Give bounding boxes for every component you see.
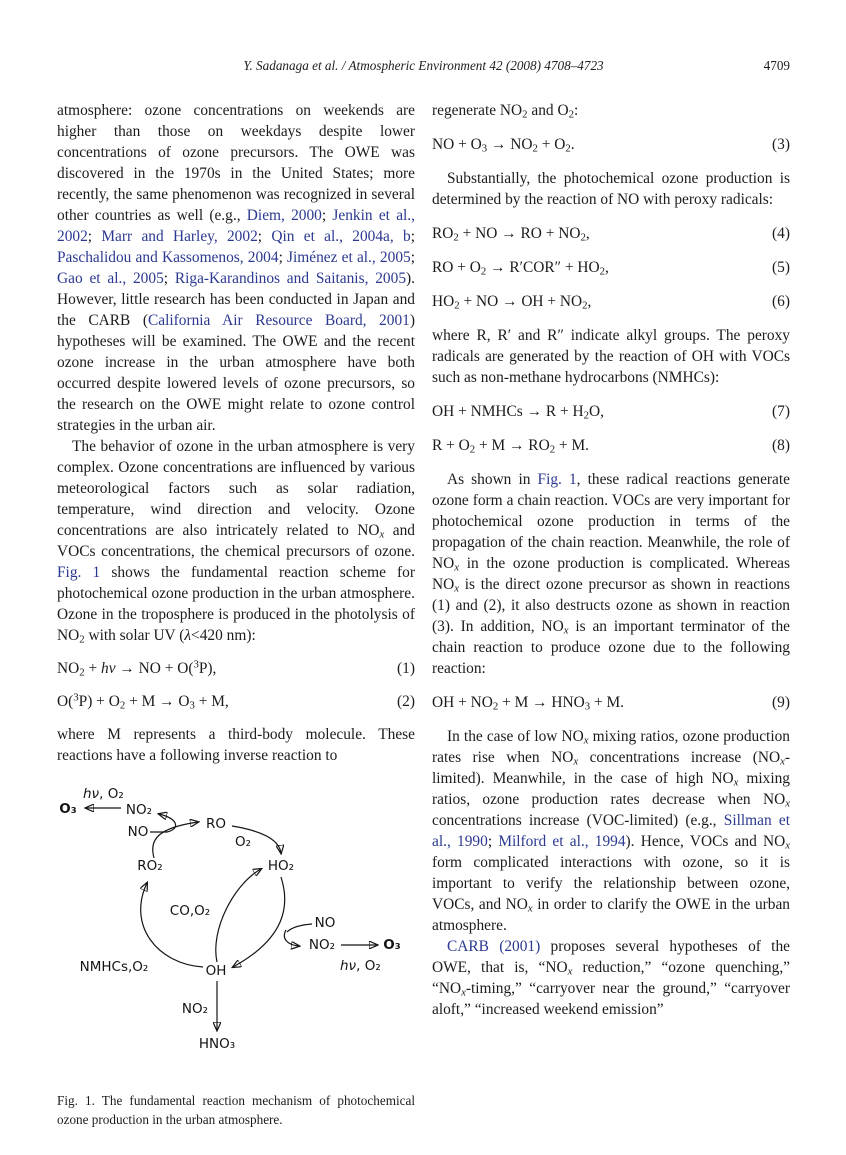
- paragraph-l3: where M represents a third-body molecule. These reactions have a following inverse reaction to: [57, 726, 415, 764]
- equation-6-body: HO2 + NO → OH + NO2,: [432, 293, 592, 312]
- page-number: 4709: [763, 58, 790, 73]
- equation-3-body: NO + O3 → NO2 + O2.: [432, 136, 575, 155]
- equation-7: [432, 401, 790, 422]
- citation-link[interactable]: Sillman et al., 1990: [432, 812, 790, 850]
- running-head: Y. Sadanaga et al. / Atmospheric Environment 42 (2008) 4708–4723: [243, 58, 604, 73]
- citation-link[interactable]: Qin et al., 2004a, b: [271, 228, 411, 245]
- two-column-body: [57, 100, 790, 1129]
- citation-link[interactable]: Fig. 1: [57, 564, 101, 581]
- equation-5-body: RO + O2 → R′COR″ + HO2,: [432, 259, 609, 278]
- label-hno3: HNO₃: [198, 1036, 236, 1052]
- label-no-right: NO: [314, 915, 336, 931]
- equation-4: [432, 223, 790, 244]
- right-column: [432, 100, 790, 1129]
- citation-link[interactable]: Gao et al., 2005: [57, 270, 164, 287]
- citation-link[interactable]: CARB (2001): [447, 938, 541, 955]
- paragraph-r4: As shown in Fig. 1, these radical reactions generate ozone form a chain reaction. VOCs are very important for photochemical ozone production in terms of the propagation of the chain reaction. Meanwhile, the role of NOx in the ozone production is complicated. Whereas NOx is the direct ozone precursor as shown in reactions (1) and (2), it also destructs ozone as shown in reaction (3). In addition, NOx is an important terminator of the chain reaction to produce ozone due to the following reaction:: [432, 471, 790, 677]
- equation-9-number: (9): [772, 694, 790, 711]
- label-hv-o2-right: hν, O₂: [340, 958, 381, 974]
- figure-1: [57, 780, 415, 1072]
- equation-6: [432, 291, 790, 312]
- paragraph-r2: Substantially, the photochemical ozone production is determined by the reaction of NO with peroxy radicals:: [432, 170, 790, 208]
- citation-link[interactable]: Jenkin et al., 2002: [57, 207, 415, 245]
- paragraph-r1: regenerate NO2 and O2:: [432, 102, 579, 121]
- equation-4-body: RO2 + NO → RO + NO2,: [432, 225, 590, 244]
- equation-2: [57, 691, 415, 712]
- reaction-labels: [59, 786, 400, 1052]
- left-column: [57, 100, 415, 1129]
- citation-link[interactable]: California Air Resource Board, 2001: [147, 312, 410, 329]
- label-no-top: NO: [127, 824, 149, 840]
- label-ro2: RO₂: [137, 858, 163, 874]
- equation-4-number: (4): [772, 225, 790, 242]
- equation-3-number: (3): [772, 136, 790, 153]
- citation-link[interactable]: Milford et al., 1994: [498, 833, 626, 850]
- equation-3: [432, 134, 790, 155]
- label-o3-right: O₃: [383, 937, 401, 953]
- citation-link[interactable]: Riga-Karandinos and Saitanis, 2005: [174, 270, 407, 287]
- equation-5-number: (5): [772, 259, 790, 276]
- equation-7-body: OH + NMHCs → R + H2O,: [432, 403, 604, 422]
- paragraph-r6: CARB (2001) proposes several hypotheses of the OWE, that is, “NOx reduction,” “ozone quenching,” “NOx-timing,” “carryover near the ground,” “carryover aloft,” “increased weekend emission”: [432, 938, 790, 1018]
- page-header: [57, 58, 790, 74]
- equation-9: [432, 692, 790, 713]
- citation-link[interactable]: Diem, 2000: [246, 207, 322, 224]
- equation-5: [432, 257, 790, 278]
- equation-1-number: (1): [397, 660, 415, 677]
- paragraph-r3: where R, R′ and R″ indicate alkyl groups. The peroxy radicals are generated by the reaction of OH with VOCs such as non-methane hydrocarbons (NMHCs):: [432, 327, 790, 386]
- label-oh: OH: [205, 963, 227, 979]
- equation-9-body: OH + NO2 + M → HNO3 + M.: [432, 694, 625, 713]
- paragraph-l2: The behavior of ozone in the urban atmosphere is very complex. Ozone concentrations are influenced by various meteorological factors such as solar radiation, temperature, wind direction and velocity. Ozone concentrations are also intricately related to NOx and VOCs concentrations, the chemical precursors of ozone. Fig. 1 shows the fundamental reaction scheme for photochemical ozone production in the urban atmosphere. Ozone in the troposphere is produced in the photolysis of NO2 with solar UV (λ<420 nm):: [57, 438, 416, 646]
- paragraph-l1: atmosphere: ozone concentrations on weekends are higher than those on weekdays despite lower concentrations of ozone precursors. The OWE was discovered in the 1970s in the United States; more recently, the same phenomenon was recognized in several other countries as well (e.g., Diem, 2000; Jenkin et al., 2002; Marr and Harley, 2002; Qin et al., 2004a, b; Paschalidou and Kassomenos, 2004; Jiménez et al., 2005; Gao et al., 2005; Riga-Karandinos and Saitanis, 2005). However, little research has been conducted in Japan and the CARB (California Air Resource Board, 2001) hypotheses will be examined. The OWE and the recent ozone increase in the urban atmosphere have both occurred despite lowered levels of ozone precursors, so the research on the OWE might relate to ozone control strategies in the urban air.: [57, 102, 416, 434]
- citation-link[interactable]: Jiménez et al., 2005: [287, 249, 411, 266]
- paragraph-r5: In the case of low NOx mixing ratios, ozone production rates rise when NOx concentrations increase (NOx-limited). Meanwhile, in the case of high NOx mixing ratios, ozone production rates decrease when NOx concentrations increase (VOC-limited) (e.g., Sillman et al., 1990; Milford et al., 1994). Hence, VOCs and NOx form complicated interactions with ozone, so it is important to verify the relationship between ozone, VOCs, and NOx in order to clarify the OWE in the urban atmosphere.: [432, 728, 790, 934]
- label-o3-left: O₃: [59, 801, 77, 817]
- equation-8-body: R + O2 + M → RO2 + M.: [432, 437, 589, 456]
- label-ho2: HO₂: [267, 858, 295, 874]
- figure-1-caption: Fig. 1. The fundamental reaction mechanism of photochemical ozone production in the urban atmosphere.: [57, 1093, 415, 1127]
- label-no2-top: NO₂: [125, 802, 153, 818]
- equation-6-number: (6): [772, 293, 790, 310]
- equation-2-body: O($^3$P) + O2 + M → O3 + M,: [57, 691, 229, 712]
- label-nmhcs-o2: NMHCs,O₂: [79, 959, 149, 975]
- equation-7-number: (7): [772, 403, 790, 420]
- label-no2-right: NO₂: [308, 937, 336, 953]
- equation-8-number: (8): [772, 437, 790, 454]
- label-ro: RO: [205, 816, 227, 832]
- citation-link[interactable]: Paschalidou and Kassomenos, 2004: [57, 249, 279, 266]
- citation-link[interactable]: Marr and Harley, 2002: [101, 228, 258, 245]
- label-o2: O₂: [234, 834, 252, 850]
- equation-8: [432, 435, 790, 456]
- equation-1: [57, 658, 415, 679]
- figure-1-diagram: [57, 780, 415, 1072]
- citation-link[interactable]: Fig. 1: [537, 471, 577, 488]
- label-no2-bottom: NO₂: [181, 1001, 209, 1017]
- label-hv-o2-left: hν, O₂: [83, 786, 124, 802]
- label-co-o2: CO,O₂: [169, 903, 211, 919]
- equation-2-number: (2): [397, 693, 415, 710]
- equation-1-body: NO2 + hν → NO + O($^3$P),: [57, 658, 217, 679]
